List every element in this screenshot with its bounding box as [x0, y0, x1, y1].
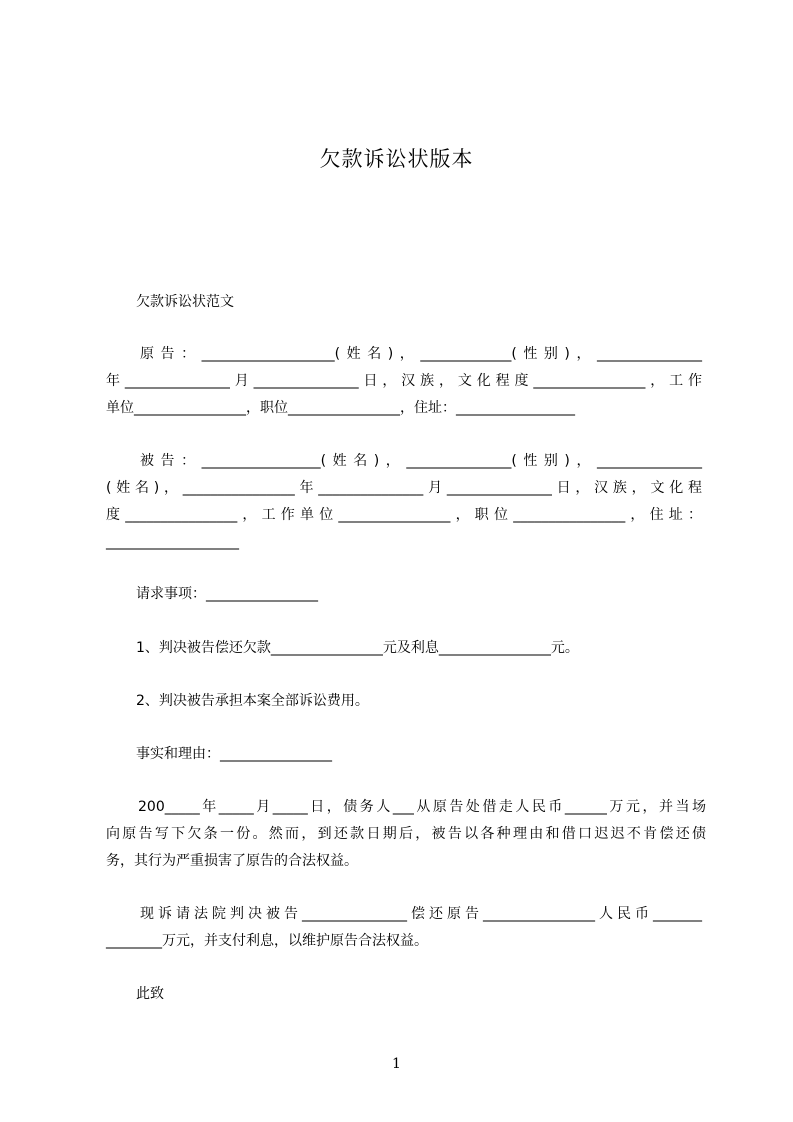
facts-line-3: 务，其行为严重损害了原告的合法权益。 — [106, 853, 358, 869]
closing: 此致 — [136, 986, 164, 1002]
plaintiff-line-3: 单位________________，职位________________，住址：_________________ — [106, 400, 575, 416]
claim-1: 1、判决被告偿还欠款________________元及利息________________元。 — [136, 640, 579, 656]
facts-heading: 事实和理由：________________ — [136, 746, 332, 762]
defendant-line-4: ___________________ — [106, 534, 239, 550]
claim-2: 2、判决被告承担本案全部诉讼费用。 — [136, 693, 369, 709]
document-title: 欠款诉讼状版本 — [319, 147, 474, 171]
subtitle: 欠款诉讼状范文 — [136, 294, 234, 310]
plaintiff-line-2: 年_______________月_______________日，汉族，文化程度________________，工作 — [106, 373, 702, 389]
facts-line-1: 200_____年_____月_____日，债务人___从原告处借走人民币______万元，并当场 — [138, 799, 706, 815]
defendant-line-3: 度________________，工作单位________________，职位________________，住址： — [106, 507, 702, 523]
facts-line-2: 向原告写下欠条一份。然而，到还款日期后，被告以各种理由和借口迟迟不肯偿还债 — [106, 826, 706, 842]
plaintiff-line-1: 原告：___________________(姓名)，_____________(性别)，_______________ — [140, 346, 702, 362]
claims-heading: 请求事项：________________ — [136, 586, 318, 602]
request-line-2: ________万元，并支付利息，以维护原告合法权益。 — [106, 933, 428, 949]
page-number: 1 — [392, 1056, 401, 1072]
request-line-1: 现诉请法院判决被告_______________偿还原告________________人民币_______ — [140, 906, 702, 922]
defendant-line-1: 被告：_________________(姓名)，_______________(性别)，_______________ — [140, 453, 702, 469]
defendant-line-2: (姓名)，________________年_______________月_______________日，汉族，文化程 — [106, 480, 702, 496]
